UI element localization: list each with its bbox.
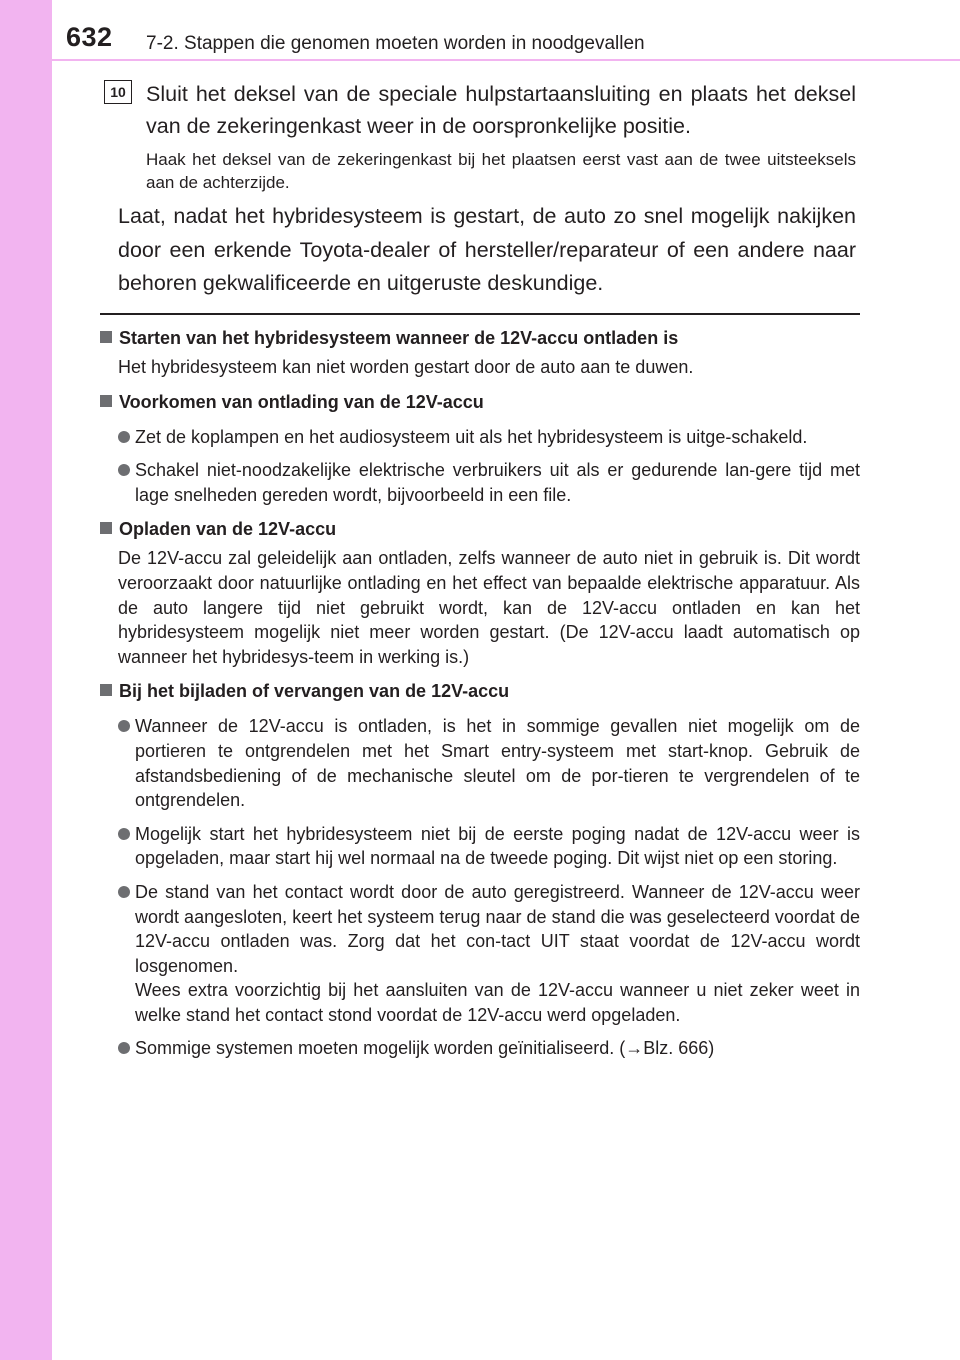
list-item-text: Schakel niet-noodzakelijke elektrische verbruikers uit als er gedurende lan-gere tijd met lage snelheden gereden wordt, bijvoorbeeld in een file. [135,460,860,505]
list-item-caution-text: Wees extra voorzichtig bij het aansluiten van de 12V-accu wanneer u niet zeker weet in welke stand het contact stond voordat de 12V-accu werd opgeladen. [135,980,860,1025]
list-item-text: De stand van het contact wordt door de auto geregistreerd. Wanneer de 12V-accu weer wordt aangesloten, keert het systeem terug naar de stand die was geselecteerd voordat de 12V-accu ontladen was. Zorg dat het con-tact UIT staat voordat de 12V-accu wordt losgenomen. [135,881,860,976]
step-note: Haak het deksel van de zekeringenkast bij het plaatsen eerst vast aan de twee uitsteeksels aan de achterzijde. [146,150,856,192]
round-bullet-icon [118,886,130,898]
section-body: De 12V-accu zal geleidelijk aan ontladen, zelfs wanneer de auto niet in gebruik is. Dit wordt veroorzaakt door natuurlijke ontlading en het effect van bepaalde elektrische apparatuur. Als de auto langere tijd niet gebruikt wordt, kan de 12V-accu ontladen en kan het hybridesysteem mogelijk niet meer worden gestart. (De 12V-accu laadt automatisch op wanneer het hybridesys-teem in werking is.) [118,548,860,667]
intro-paragraph: Laat, nadat het hybridesysteem is gestart, de auto zo snel mogelijk nakijken door een erkende Toyota-dealer of hersteller/reparateur of een andere naar behoren gekwalificeerde en uitgeruste deskundige. [118,204,856,295]
list-item [118,880,860,1028]
header-rule [52,59,960,61]
section-divider [100,313,860,315]
round-bullet-icon [118,828,130,840]
list-item-text: Zet de koplampen en het audiosysteem uit als het hybridesysteem is uitge-schakeld. [135,426,808,447]
list-item [118,714,860,812]
round-bullet-icon [118,1042,130,1054]
section-heading [100,325,860,352]
list-item-content [135,880,860,1028]
step-number-badge: 10 [104,80,132,104]
square-bullet-icon [100,395,112,407]
chapter-sidebar [0,0,52,1360]
round-bullet-icon [118,720,130,732]
section-heading [100,678,860,705]
square-bullet-icon [100,522,112,534]
square-bullet-icon [100,331,112,343]
section-heading-text: Bij het bijladen of vervangen van de 12V-accu [119,681,510,702]
step-instruction: Sluit het deksel van de speciale hulpstartaansluiting en plaats het deksel van de zekeringenkast weer in de oorspronkelijke positie. [146,82,856,138]
section-heading [100,516,860,543]
list-item-text: Mogelijk start het hybridesysteem niet bij de eerste poging nadat de 12V-accu weer is opgeladen, maar start hij wel normaal na de tweede poging. Dit wijst niet op een storing. [135,823,860,869]
section-prevent-discharge [100,389,860,508]
section-recharge-replace [100,678,860,1061]
section-heading [100,389,860,416]
chapter-title: 7-2. Stappen die genomen moeten worden in noodgevallen [146,33,645,54]
round-bullet-icon [118,464,130,476]
list-item-text: Sommige systemen moeten mogelijk worden geïnitialiseerd. (→Blz. 666) [135,1038,715,1059]
page-number: 632 [66,22,113,52]
section-starting [100,325,860,380]
round-bullet-icon [118,431,130,443]
list-item [118,822,860,871]
section-heading-text: Voorkomen van ontlading van de 12V-accu [119,391,484,412]
section-heading-text: Starten van het hybridesysteem wanneer de 12V-accu ontladen is [119,328,679,348]
list-item [118,1036,860,1061]
section-charging [100,516,860,669]
list-item [118,425,860,450]
section-heading-text: Opladen van de 12V-accu [119,519,337,540]
list-item-text: Wanneer de 12V-accu is ontladen, is het in sommige gevallen niet mogelijk om de portieren te ontgrendelen met het Smart entry-systeem met start-knop. Gebruik de afstandsbediening of de mechanische sleutel om de por-tieren te vergrendelen of te ontgrendelen. [135,716,860,811]
section-body: Het hybridesysteem kan niet worden gestart door de auto aan te duwen. [118,357,694,377]
notes-area [100,322,860,1061]
square-bullet-icon [100,684,112,696]
list-item [118,458,860,507]
